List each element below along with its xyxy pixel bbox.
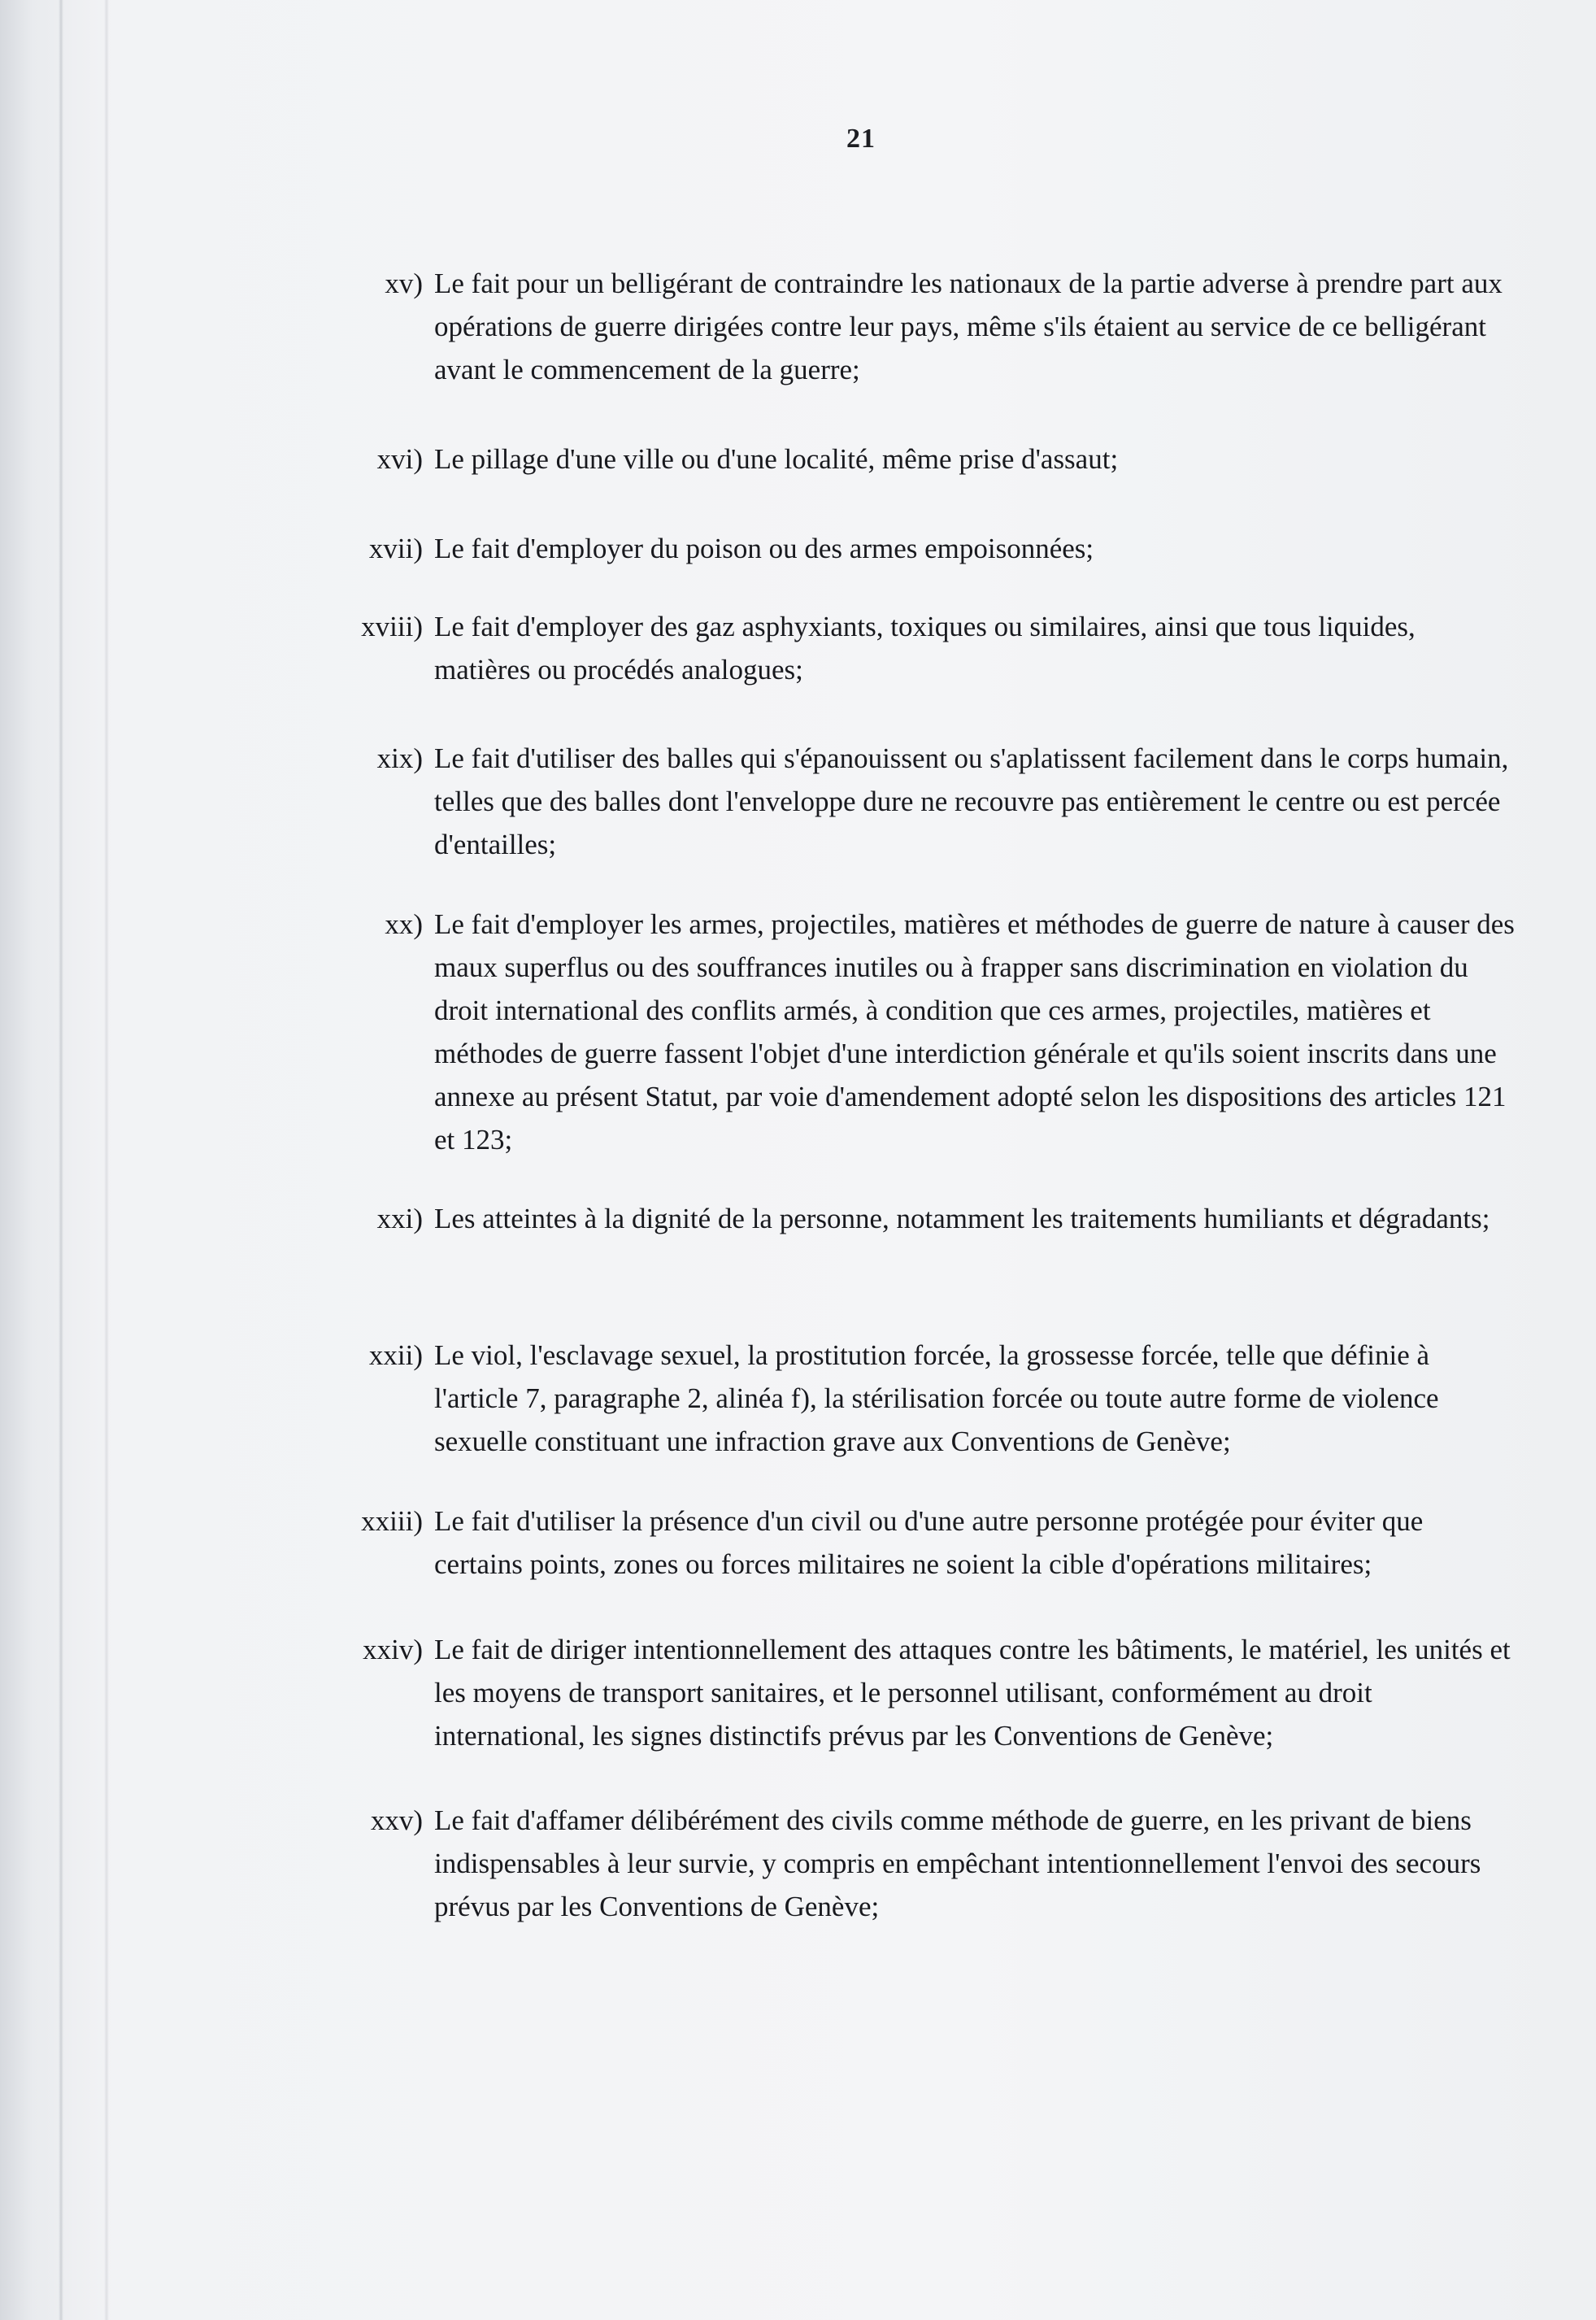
item-numeral: xv) [385,268,423,299]
item-numeral: xx) [385,908,423,940]
item-text: Les atteintes à la dignité de la personne, notamment les traitements humiliants et dégradants; [434,1203,1490,1234]
item-text: Le fait d'employer du poison ou des armes empoisonnées; [434,533,1094,564]
item-text: Le fait d'employer les armes, projectiles, matières et méthodes de guerre de nature à causer des maux superflus ou des souffrances inutiles ou à frapper sans discrimination en violation du droit international des conflits armés, à condition que ces armes, projectiles, matières et méthodes de guerre fassent l'objet d'une interdiction générale et qu'ils soient inscrits dans une annexe au présent Statut, par voie d'amendement adopté selon les dispositions des articles 121 et 123; [434,908,1515,1156]
item-numeral: xxiv) [363,1634,423,1665]
page-fold-shadow [59,0,63,2320]
list-item [341,1334,1545,1463]
item-numeral: xvii) [368,533,423,564]
item-text: Le fait de diriger intentionnellement des attaques contre les bâtiments, le matériel, les unités et les moyens de transport sanitaires, et le personnel utilisant, conformément au droit international, les signes distinctifs prévus par les Conventions de Genève; [434,1634,1511,1752]
page-fold-shadow [104,0,109,2320]
item-numeral: xxiii) [361,1505,423,1537]
item-numeral: xxv) [370,1804,423,1836]
item-numeral: xxi) [376,1203,423,1234]
list-item [341,605,1545,691]
item-text: Le fait d'utiliser des balles qui s'épanouissent ou s'aplatissent facilement dans le corps humain, telles que des balles dont l'enveloppe dure ne recouvre pas entièrement le centre ou est percée d'entailles; [434,742,1509,860]
list-item [341,903,1545,1161]
list-item [341,1799,1545,1928]
list-item [341,262,1545,391]
item-text: Le fait d'employer des gaz asphyxiants, toxiques ou similaires, ainsi que tous liquides, matières ou procédés analogues; [434,611,1416,686]
item-text: Le fait d'utiliser la présence d'un civil ou d'une autre personne protégée pour éviter que certains points, zones ou forces militaires ne soient la cible d'opérations militaires; [434,1505,1424,1580]
item-numeral: xix) [376,742,423,774]
list-item [341,527,1545,570]
item-text: Le fait pour un belligérant de contraindre les nationaux de la partie adverse à prendre part aux opérations de guerre dirigées contre leur pays, même s'ils étaient au service de ce belligérant avant le commencement de la guerre; [434,268,1503,385]
item-text: Le viol, l'esclavage sexuel, la prostitution forcée, la grossesse forcée, telle que définie à l'article 7, paragraphe 2, alinéa f), la stérilisation forcée ou toute autre forme de violence sexuelle constituant une infraction grave aux Conventions de Genève; [434,1339,1439,1457]
item-numeral: xvi) [376,443,423,475]
item-text: Le fait d'affamer délibérément des civils comme méthode de guerre, en les privant de biens indispensables à leur survie, y compris en empêchant intentionnellement l'envoi des secours prévus par les Conventions de Genève; [434,1804,1481,1922]
item-numeral: xviii) [361,611,423,642]
item-numeral: xxii) [368,1339,423,1371]
list-item [341,1197,1545,1240]
list-item [341,1500,1545,1586]
list-item [341,737,1545,866]
page-number: 21 [846,124,876,154]
list-item [341,1628,1545,1757]
list-item [341,437,1545,481]
item-text: Le pillage d'une ville ou d'une localité, même prise d'assaut; [434,443,1119,475]
